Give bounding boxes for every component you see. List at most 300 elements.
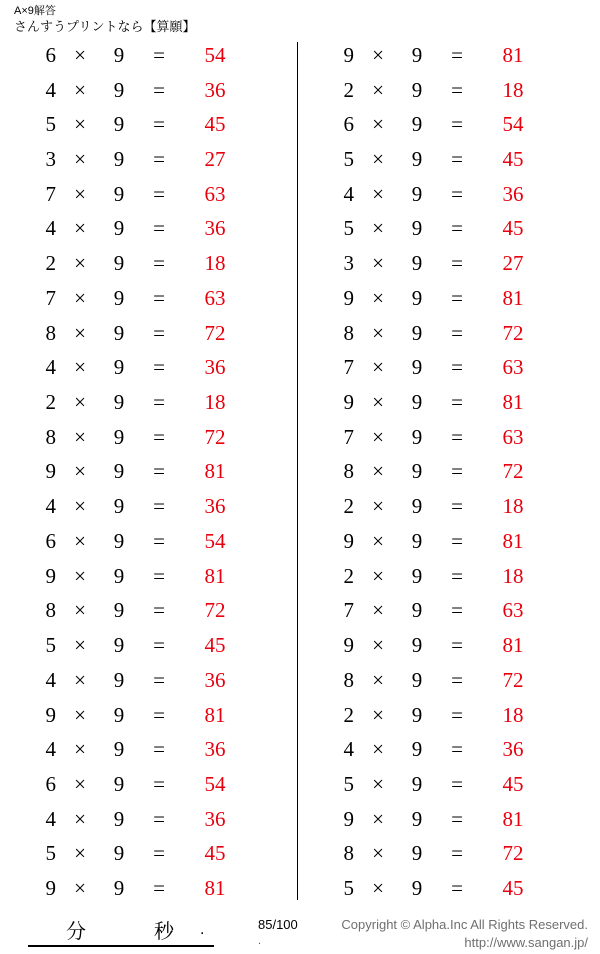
equals-icon: = <box>451 320 463 345</box>
equals-icon: = <box>153 355 165 380</box>
problem-row <box>316 385 600 420</box>
problem-row <box>316 212 600 247</box>
operand-b: 9 <box>113 598 125 623</box>
multiply-icon: × <box>74 77 86 102</box>
multiply-icon: × <box>372 667 384 692</box>
answer-value: 63 <box>502 355 524 380</box>
answer-value: 81 <box>502 806 524 831</box>
multiply-icon: × <box>372 147 384 172</box>
answer-value: 54 <box>502 112 524 137</box>
problem-row <box>18 698 300 733</box>
multiply-icon: × <box>74 459 86 484</box>
operand-a: 5 <box>343 876 354 901</box>
answer-value: 72 <box>502 459 524 484</box>
multiply-icon: × <box>74 806 86 831</box>
problem-row <box>18 420 300 455</box>
equals-icon: = <box>451 147 463 172</box>
problem-row <box>18 281 300 316</box>
operand-b: 9 <box>113 320 125 345</box>
equals-icon: = <box>451 806 463 831</box>
problem-row <box>316 594 600 629</box>
operand-a: 5 <box>343 771 354 796</box>
operand-a: 4 <box>343 737 354 762</box>
problem-row <box>18 628 300 663</box>
multiply-icon: × <box>372 771 384 796</box>
right-column <box>300 38 600 906</box>
multiply-icon: × <box>372 285 384 310</box>
multiply-icon: × <box>74 598 86 623</box>
problem-row <box>18 767 300 802</box>
left-column <box>0 38 300 906</box>
operand-b: 9 <box>113 147 125 172</box>
equals-icon: = <box>451 598 463 623</box>
multiply-icon: × <box>74 320 86 345</box>
problem-row <box>18 559 300 594</box>
equals-icon: = <box>451 285 463 310</box>
answer-value: 72 <box>204 598 226 623</box>
multiply-icon: × <box>74 771 86 796</box>
operand-b: 9 <box>113 390 125 415</box>
answer-value: 81 <box>502 42 524 67</box>
operand-b: 9 <box>113 424 125 449</box>
answer-value: 45 <box>502 876 524 901</box>
equals-icon: = <box>153 285 165 310</box>
problem-row <box>316 420 600 455</box>
operand-b: 9 <box>113 355 125 380</box>
operand-b: 9 <box>113 528 125 553</box>
equals-icon: = <box>451 702 463 727</box>
problem-row <box>316 837 600 872</box>
operand-a: 4 <box>45 667 56 692</box>
operand-a: 4 <box>45 494 56 519</box>
equals-icon: = <box>451 181 463 206</box>
operand-a: 8 <box>343 841 354 866</box>
multiply-icon: × <box>372 494 384 519</box>
multiply-icon: × <box>74 147 86 172</box>
operand-a: 8 <box>45 424 56 449</box>
problem-row <box>316 38 600 73</box>
operand-a: 4 <box>343 181 354 206</box>
answer-value: 45 <box>502 771 524 796</box>
problem-row <box>316 281 600 316</box>
operand-a: 9 <box>45 702 56 727</box>
problem-row <box>316 767 600 802</box>
equals-icon: = <box>153 598 165 623</box>
operand-b: 9 <box>411 528 423 553</box>
answer-value: 18 <box>502 702 524 727</box>
equals-icon: = <box>153 633 165 658</box>
multiply-icon: × <box>372 598 384 623</box>
seconds-label: 秒 <box>154 921 174 943</box>
multiply-icon: × <box>372 528 384 553</box>
operand-a: 5 <box>45 112 56 137</box>
operand-b: 9 <box>411 737 423 762</box>
page-number-dot: . <box>258 935 262 947</box>
operand-a: 7 <box>343 424 354 449</box>
equals-icon: = <box>451 251 463 276</box>
equals-icon: = <box>451 459 463 484</box>
operand-a: 9 <box>343 42 354 67</box>
answer-value: 81 <box>502 285 524 310</box>
equals-icon: = <box>451 216 463 241</box>
problem-row <box>316 802 600 837</box>
minutes-label: 分 <box>66 921 86 943</box>
multiply-icon: × <box>372 216 384 241</box>
operand-b: 9 <box>411 390 423 415</box>
problem-row <box>18 594 300 629</box>
operand-b: 9 <box>113 42 125 67</box>
multiply-icon: × <box>74 494 86 519</box>
answer-value: 36 <box>204 77 226 102</box>
operand-a: 3 <box>343 251 354 276</box>
problem-row <box>316 524 600 559</box>
problem-columns <box>0 38 600 906</box>
problem-row <box>316 177 600 212</box>
operand-b: 9 <box>113 841 125 866</box>
equals-icon: = <box>153 390 165 415</box>
operand-a: 5 <box>45 841 56 866</box>
problem-row <box>316 698 600 733</box>
problem-row <box>316 628 600 663</box>
problem-row <box>18 732 300 767</box>
multiply-icon: × <box>372 355 384 380</box>
operand-a: 8 <box>343 320 354 345</box>
multiply-icon: × <box>372 251 384 276</box>
answer-value: 45 <box>204 633 226 658</box>
answer-value: 45 <box>502 216 524 241</box>
multiply-icon: × <box>372 806 384 831</box>
equals-icon: = <box>153 771 165 796</box>
problem-row <box>316 489 600 524</box>
answer-value: 18 <box>204 251 226 276</box>
page-number: 85/100 <box>258 917 298 932</box>
equals-icon: = <box>153 841 165 866</box>
problem-row <box>18 212 300 247</box>
equals-icon: = <box>451 563 463 588</box>
problem-row <box>18 663 300 698</box>
time-record-box <box>28 915 214 947</box>
answer-value: 54 <box>204 42 226 67</box>
operand-a: 4 <box>45 77 56 102</box>
operand-b: 9 <box>411 876 423 901</box>
equals-icon: = <box>153 702 165 727</box>
equals-icon: = <box>153 459 165 484</box>
equals-icon: = <box>451 424 463 449</box>
equals-icon: = <box>153 563 165 588</box>
equals-icon: = <box>153 42 165 67</box>
equals-icon: = <box>451 633 463 658</box>
operand-a: 9 <box>343 285 354 310</box>
operand-b: 9 <box>411 285 423 310</box>
problem-row <box>18 350 300 385</box>
operand-a: 8 <box>45 598 56 623</box>
operand-b: 9 <box>113 77 125 102</box>
multiply-icon: × <box>372 390 384 415</box>
operand-a: 7 <box>343 355 354 380</box>
problem-row <box>18 802 300 837</box>
problem-row <box>18 142 300 177</box>
equals-icon: = <box>153 667 165 692</box>
answer-value: 45 <box>502 147 524 172</box>
answer-value: 81 <box>204 459 226 484</box>
answer-value: 72 <box>502 320 524 345</box>
operand-a: 7 <box>343 598 354 623</box>
operand-a: 5 <box>343 216 354 241</box>
answer-value: 81 <box>204 563 226 588</box>
problem-row <box>316 316 600 351</box>
operand-a: 4 <box>45 806 56 831</box>
operand-b: 9 <box>113 702 125 727</box>
operand-a: 2 <box>343 494 354 519</box>
operand-a: 9 <box>45 876 56 901</box>
problem-row <box>316 559 600 594</box>
operand-b: 9 <box>411 633 423 658</box>
operand-b: 9 <box>411 251 423 276</box>
answer-value: 45 <box>204 112 226 137</box>
problem-row <box>18 177 300 212</box>
equals-icon: = <box>451 494 463 519</box>
operand-a: 6 <box>45 771 56 796</box>
answer-value: 54 <box>204 528 226 553</box>
equals-icon: = <box>451 528 463 553</box>
equals-icon: = <box>153 320 165 345</box>
equals-icon: = <box>153 494 165 519</box>
copyright-text: Copyright © Alpha.Inc All Rights Reserved. <box>341 917 588 932</box>
operand-a: 2 <box>343 77 354 102</box>
operand-a: 5 <box>45 633 56 658</box>
problem-row <box>18 871 300 906</box>
answer-value: 18 <box>502 563 524 588</box>
equals-icon: = <box>153 528 165 553</box>
answer-value: 72 <box>502 841 524 866</box>
operand-a: 4 <box>45 355 56 380</box>
multiply-icon: × <box>372 633 384 658</box>
answer-value: 72 <box>502 667 524 692</box>
operand-b: 9 <box>113 494 125 519</box>
multiply-icon: × <box>372 77 384 102</box>
problem-row <box>316 107 600 142</box>
equals-icon: = <box>153 77 165 102</box>
answer-value: 36 <box>204 737 226 762</box>
problem-row <box>18 38 300 73</box>
operand-b: 9 <box>411 320 423 345</box>
problem-row <box>18 246 300 281</box>
equals-icon: = <box>451 390 463 415</box>
problem-row <box>316 871 600 906</box>
operand-a: 4 <box>45 216 56 241</box>
operand-b: 9 <box>411 702 423 727</box>
multiply-icon: × <box>372 42 384 67</box>
operand-a: 6 <box>45 528 56 553</box>
operand-a: 9 <box>45 563 56 588</box>
equals-icon: = <box>451 42 463 67</box>
equals-icon: = <box>153 147 165 172</box>
operand-b: 9 <box>411 77 423 102</box>
answer-value: 36 <box>204 216 226 241</box>
multiply-icon: × <box>372 112 384 137</box>
problem-row <box>18 385 300 420</box>
operand-b: 9 <box>411 459 423 484</box>
multiply-icon: × <box>74 876 86 901</box>
problem-row <box>18 316 300 351</box>
equals-icon: = <box>451 355 463 380</box>
operand-b: 9 <box>411 112 423 137</box>
operand-a: 2 <box>45 390 56 415</box>
answer-value: 72 <box>204 424 226 449</box>
multiply-icon: × <box>74 528 86 553</box>
column-divider <box>297 42 298 900</box>
operand-b: 9 <box>113 633 125 658</box>
equals-icon: = <box>153 737 165 762</box>
operand-a: 4 <box>45 737 56 762</box>
answer-value: 81 <box>502 633 524 658</box>
multiply-icon: × <box>372 841 384 866</box>
operand-a: 6 <box>45 42 56 67</box>
multiply-icon: × <box>74 702 86 727</box>
equals-icon: = <box>451 737 463 762</box>
answer-value: 45 <box>204 841 226 866</box>
problem-row <box>316 455 600 490</box>
operand-b: 9 <box>113 876 125 901</box>
answer-value: 27 <box>204 147 226 172</box>
operand-b: 9 <box>113 251 125 276</box>
problem-row <box>18 837 300 872</box>
multiply-icon: × <box>74 667 86 692</box>
operand-b: 9 <box>411 181 423 206</box>
operand-a: 6 <box>343 112 354 137</box>
multiply-icon: × <box>74 112 86 137</box>
multiply-icon: × <box>74 216 86 241</box>
problem-row <box>18 73 300 108</box>
answer-value: 81 <box>502 528 524 553</box>
problem-row <box>316 246 600 281</box>
answer-value: 63 <box>502 424 524 449</box>
answer-value: 72 <box>204 320 226 345</box>
operand-b: 9 <box>113 667 125 692</box>
operand-b: 9 <box>113 216 125 241</box>
period-mark: . <box>200 921 205 938</box>
answer-value: 81 <box>502 390 524 415</box>
answer-value: 81 <box>204 702 226 727</box>
operand-b: 9 <box>411 667 423 692</box>
answer-value: 36 <box>502 737 524 762</box>
equals-icon: = <box>153 424 165 449</box>
operand-b: 9 <box>411 841 423 866</box>
operand-b: 9 <box>113 459 125 484</box>
equals-icon: = <box>451 771 463 796</box>
operand-a: 3 <box>45 147 56 172</box>
operand-a: 8 <box>343 459 354 484</box>
multiply-icon: × <box>74 633 86 658</box>
problem-row <box>18 489 300 524</box>
equals-icon: = <box>451 112 463 137</box>
operand-b: 9 <box>113 181 125 206</box>
equals-icon: = <box>451 841 463 866</box>
multiply-icon: × <box>372 459 384 484</box>
operand-b: 9 <box>411 355 423 380</box>
operand-b: 9 <box>411 806 423 831</box>
equals-icon: = <box>153 806 165 831</box>
answer-value: 36 <box>502 181 524 206</box>
answer-value: 36 <box>204 667 226 692</box>
multiply-icon: × <box>372 181 384 206</box>
problem-row <box>316 350 600 385</box>
operand-a: 7 <box>45 181 56 206</box>
answer-value: 36 <box>204 355 226 380</box>
multiply-icon: × <box>74 181 86 206</box>
equals-icon: = <box>153 181 165 206</box>
operand-b: 9 <box>411 42 423 67</box>
operand-a: 9 <box>343 528 354 553</box>
operand-a: 8 <box>45 320 56 345</box>
multiply-icon: × <box>74 390 86 415</box>
page-subtitle: さんすうプリントなら【算願】 <box>14 19 196 34</box>
answer-value: 63 <box>204 181 226 206</box>
operand-b: 9 <box>113 771 125 796</box>
multiply-icon: × <box>372 563 384 588</box>
operand-b: 9 <box>411 563 423 588</box>
equals-icon: = <box>153 876 165 901</box>
answer-value: 18 <box>502 77 524 102</box>
operand-a: 9 <box>45 459 56 484</box>
operand-a: 5 <box>343 147 354 172</box>
operand-b: 9 <box>411 771 423 796</box>
multiply-icon: × <box>74 285 86 310</box>
multiply-icon: × <box>74 42 86 67</box>
operand-b: 9 <box>411 147 423 172</box>
operand-a: 9 <box>343 633 354 658</box>
operand-a: 8 <box>343 667 354 692</box>
multiply-icon: × <box>74 424 86 449</box>
website-url: http://www.sangan.jp/ <box>464 935 588 950</box>
operand-b: 9 <box>113 563 125 588</box>
operand-b: 9 <box>113 737 125 762</box>
page-title: A×9解答 <box>14 5 56 17</box>
multiply-icon: × <box>372 876 384 901</box>
operand-b: 9 <box>113 285 125 310</box>
problem-row <box>18 107 300 142</box>
operand-a: 2 <box>45 251 56 276</box>
multiply-icon: × <box>74 841 86 866</box>
problem-row <box>316 73 600 108</box>
equals-icon: = <box>451 876 463 901</box>
multiply-icon: × <box>74 355 86 380</box>
answer-value: 36 <box>204 806 226 831</box>
operand-a: 2 <box>343 563 354 588</box>
equals-icon: = <box>451 77 463 102</box>
multiply-icon: × <box>372 424 384 449</box>
multiply-icon: × <box>372 702 384 727</box>
operand-b: 9 <box>113 112 125 137</box>
equals-icon: = <box>153 112 165 137</box>
answer-value: 27 <box>502 251 524 276</box>
answer-value: 36 <box>204 494 226 519</box>
equals-icon: = <box>153 216 165 241</box>
operand-a: 9 <box>343 806 354 831</box>
page-footer <box>0 905 600 954</box>
problem-row <box>18 455 300 490</box>
operand-b: 9 <box>113 806 125 831</box>
operand-b: 9 <box>411 216 423 241</box>
problem-row <box>316 142 600 177</box>
answer-value: 54 <box>204 771 226 796</box>
problem-row <box>316 732 600 767</box>
operand-b: 9 <box>411 494 423 519</box>
operand-a: 7 <box>45 285 56 310</box>
multiply-icon: × <box>372 737 384 762</box>
answer-value: 63 <box>502 598 524 623</box>
operand-b: 9 <box>411 424 423 449</box>
